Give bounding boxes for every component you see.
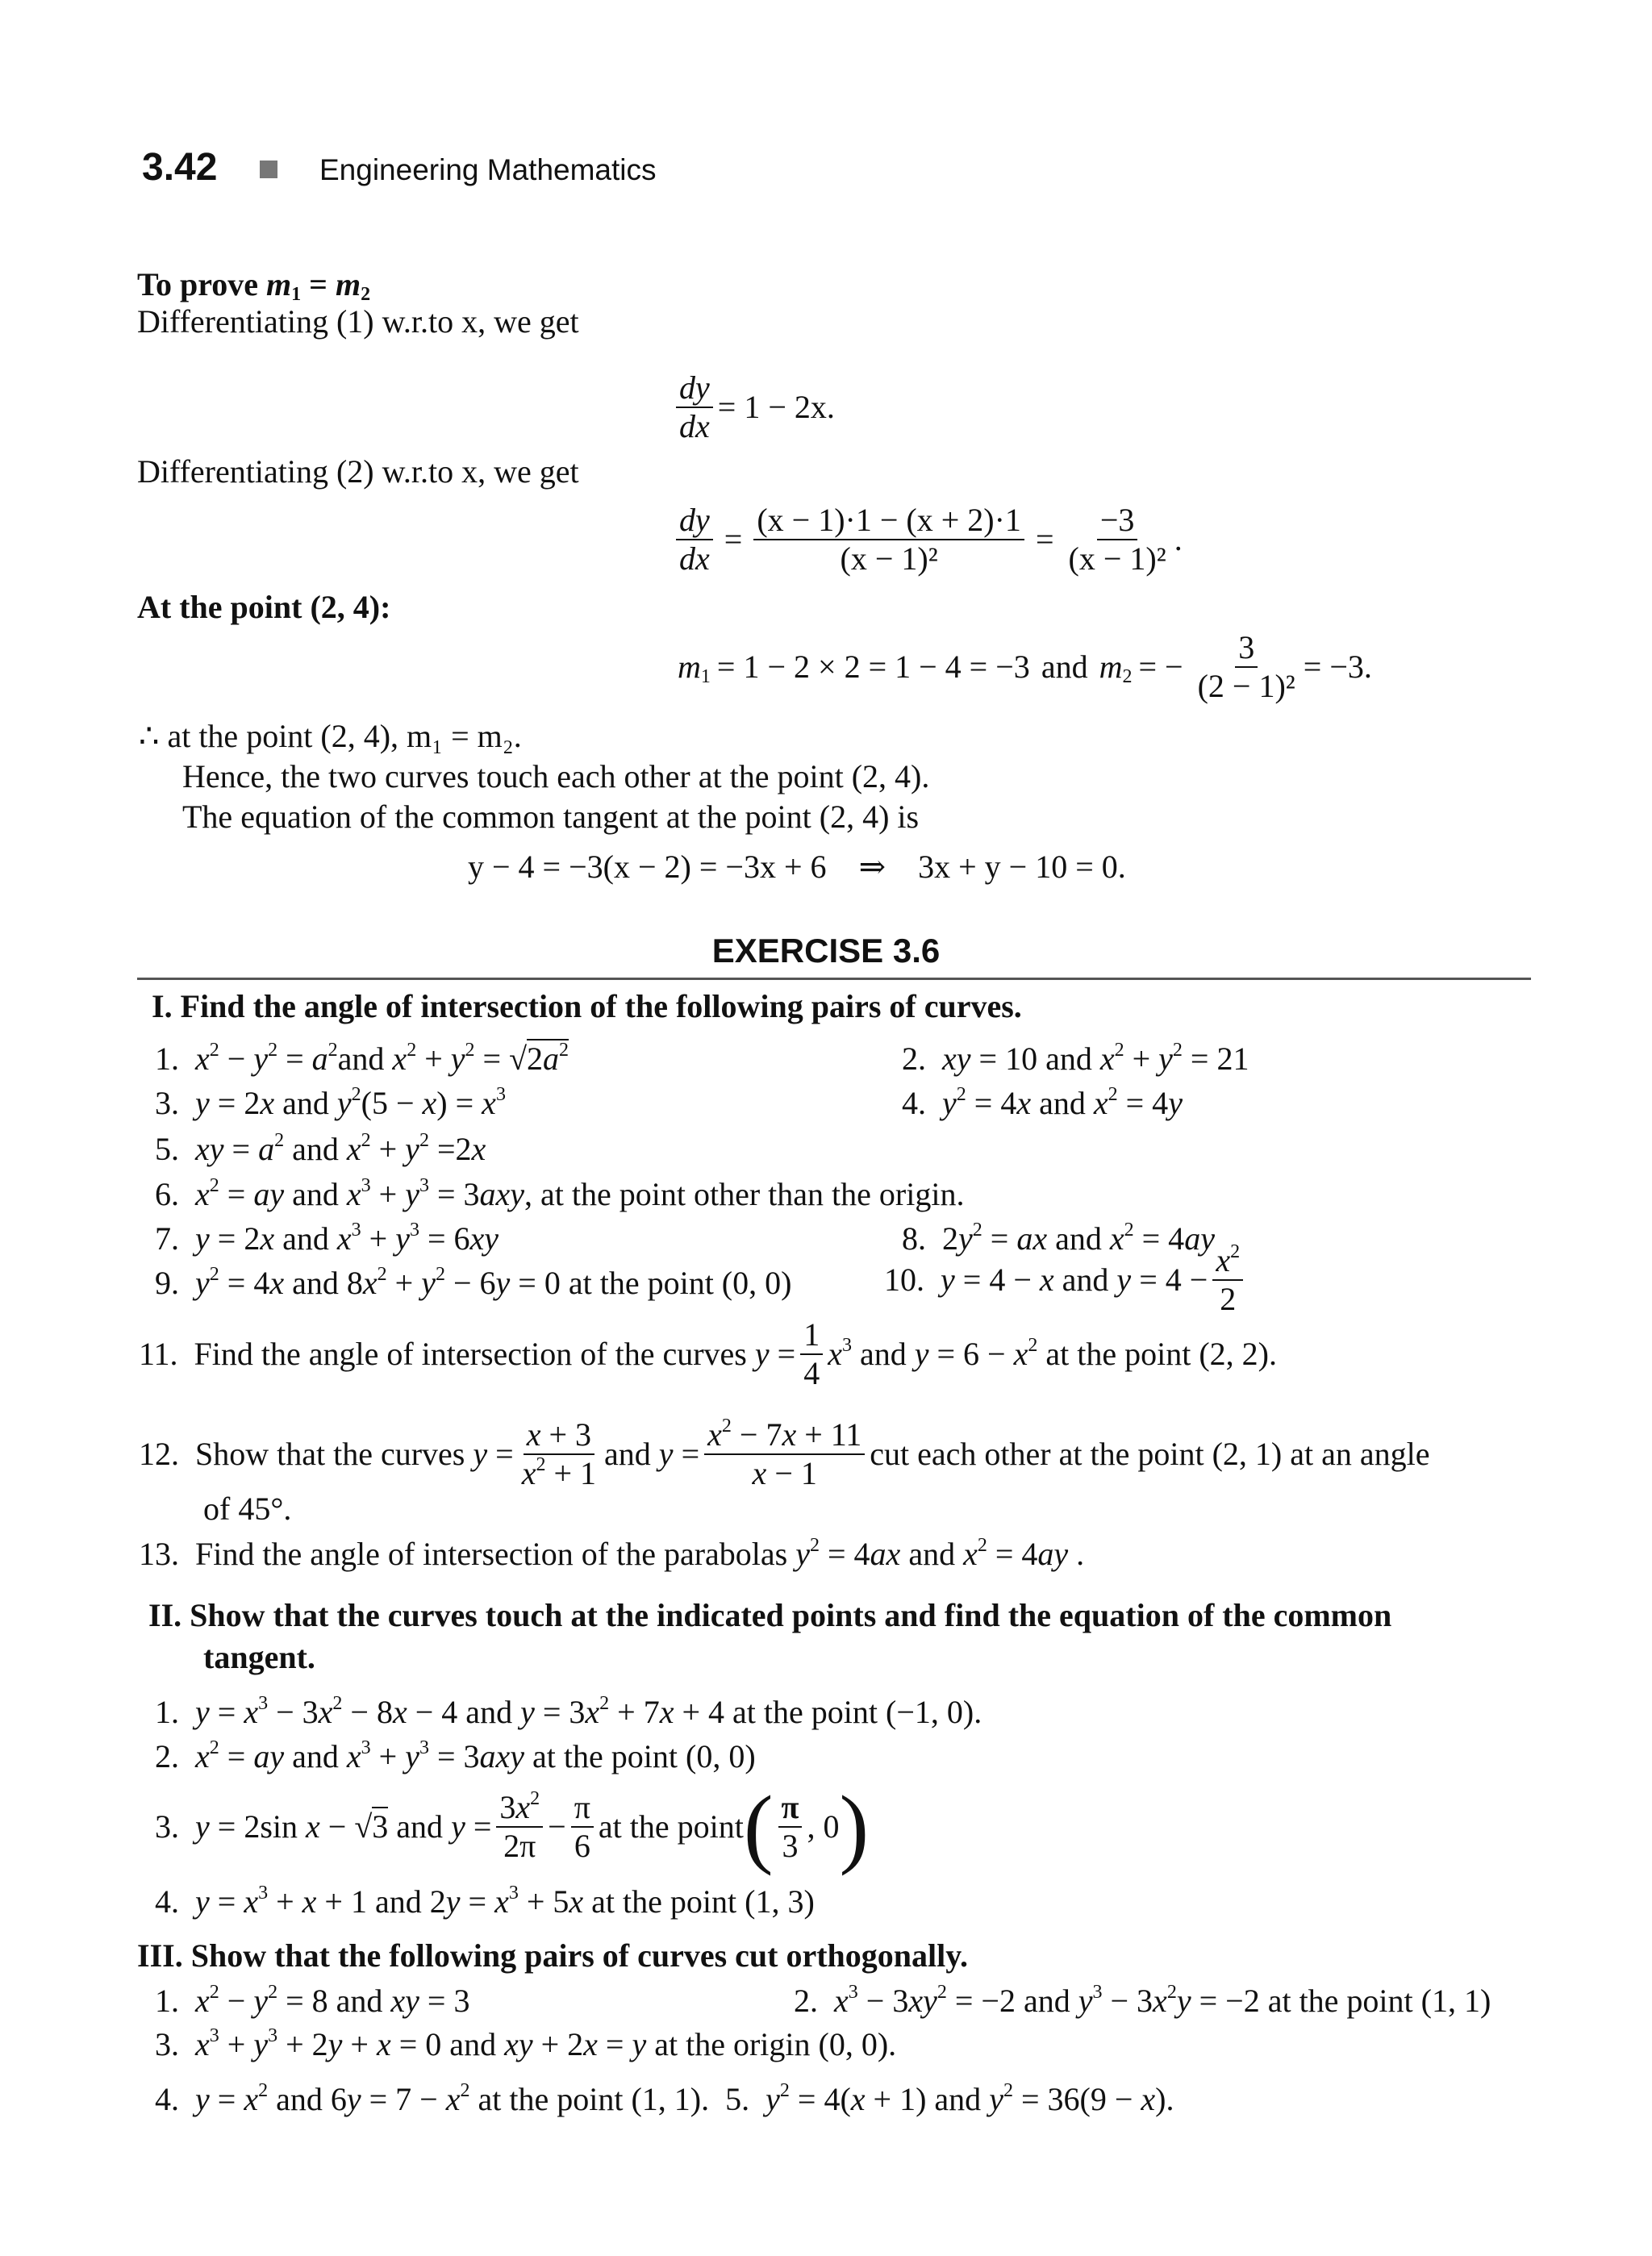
tangent-eq-result: 3x + y − 10 = 0. bbox=[918, 849, 1126, 885]
s1-item-10: 10. y = 4 − x and y = 4 − $\frac{x^2}{2}$ bbox=[884, 1242, 1248, 1318]
m2-tail: = −3. bbox=[1303, 648, 1372, 685]
to-prove-label: To prove bbox=[137, 266, 259, 302]
section-1-heading: I. Find the angle of intersection of the following pairs of curves. bbox=[152, 988, 1022, 1024]
s1-item-12: 12. Show that the curves y = $\frac{x + 3}{x^2 + 1}$ and y = $\frac{x^2 - 7x + 11}{x - 1}$ cut each other at the point (2, 1) at an angle bbox=[139, 1416, 1430, 1491]
book-title: Engineering Mathematics bbox=[319, 153, 657, 186]
s2-item-3: 3. y = 2sin x − √3 and y = $\frac{3x^2}{2\pi}$ − $\frac{\pi}{6}$ at the point ( $\frac{\pi}{3}$ , 0 ) bbox=[155, 1778, 870, 1876]
section-2-heading-cont: tangent. bbox=[203, 1639, 315, 1675]
m2-numerator: 3 bbox=[1235, 629, 1258, 668]
s1-item-11: 11. Find the angle of intersection of the curves y = $\frac{1}{4}$ $x^3$ and $y = 6 - x^2$ at the point (2, 2). bbox=[139, 1316, 1277, 1391]
implies-arrow: ⇒ bbox=[858, 849, 886, 885]
s3-item-4-5: 4. $y = x^2$ and $6y = 7 - x^2$ at the point (1, 1). 5. $y^2 = 4(x + 1)$ and $y^2 = 36(9 - x)$. bbox=[155, 2080, 1174, 2117]
s1-item-1: 1. $x^2 - y^2 = a^2and$ $x^2 + y^2 = √2a^2$ bbox=[155, 1040, 569, 1077]
s1-item-6: 6. $x^2$ = ay and $x^3 + y^3 = 3axy$, at the point other than the origin. bbox=[155, 1175, 965, 1212]
slopes-equation: $m_1$ = 1 − 2 × 2 = 1 − 4 = −3 and $m_2$ = − $\frac{3}{\text{(2 − 1)²}}$ = −3. bbox=[678, 629, 1372, 704]
dydx2-denominator: (x − 1)² bbox=[840, 540, 938, 577]
equation-intro: The equation of the common tangent at the point (2, 4) is bbox=[182, 799, 920, 835]
hence-line: Hence, the two curves touch each other at the point (2, 4). bbox=[182, 758, 930, 794]
s1-item-12-cont: of 45°. bbox=[203, 1491, 292, 1527]
s1-item-2: 2. xy = 10 and $x^2 + y^2 = 21$ bbox=[902, 1040, 1249, 1077]
s1-item-8: 8. $2y^2$ = ax and $x^2 = 4ay$ bbox=[902, 1220, 1215, 1257]
dydx-1-rhs: = 1 − 2x. bbox=[717, 389, 835, 425]
exercise-title: EXERCISE 3.6 bbox=[711, 932, 941, 970]
s2-item-1: 1. $y = x^3 - 3x^2 - 8x - 4$ and $y = 3x^2 + 7x + 4$ at the point (−1, 0). bbox=[155, 1693, 982, 1730]
dydx-equation-2: $\frac{dy}{dx}$ = $\frac{(x - 1)\cdot 1 - (x + 2)\cdot 1}{\text{(x − 1)²}}$ = $\frac{-3}{\text{(x − 1)²}}$ . bbox=[671, 502, 1183, 578]
tangent-eq-lhs: y − 4 = −3(x − 2) = −3x + 6 bbox=[468, 849, 827, 885]
dydx-equation-1: $\frac{dy}{dx}$ = 1 − 2x. bbox=[671, 369, 835, 445]
section-2-heading: II. Show that the curves touch at the indicated points and find the equation of the common bbox=[148, 1597, 1392, 1633]
m1-expression: = 1 − 2 × 2 = 1 − 4 = −3 bbox=[716, 648, 1030, 685]
therefore-line: ∴ at the point (2, 4), m₁ = m₂. bbox=[139, 718, 522, 754]
dydx2-denominator-simplified: (x − 1)² bbox=[1068, 540, 1166, 577]
s1-item-5: 5. xy = $a^2$ and $x^2 + y^2 =2x$ bbox=[155, 1130, 486, 1167]
dydx2-numerator: (x − 1)·1 − (x + 2)·1 bbox=[753, 502, 1024, 540]
s1-item-3: 3. y = 2x and $y^2(5 - x) = x^3$ bbox=[155, 1084, 506, 1121]
exercise-rule bbox=[137, 978, 1531, 980]
s2-item-2: 2. $x^2$ = ay and $x^3 + y^3 = 3axy$ at the point (0, 0) bbox=[155, 1737, 756, 1774]
and-word: and bbox=[1041, 648, 1088, 685]
s1-item-9: 9. $y^2 = 4x$ and $8x^2 + y^2 - 6y = 0$ at the point (0, 0) bbox=[155, 1264, 792, 1301]
tangent-equation bbox=[468, 849, 1126, 886]
header-square-bullet bbox=[260, 161, 277, 178]
differentiating-2-text: Differentiating (2) w.r.to x, we get bbox=[137, 453, 579, 490]
s3-item-2: 2. $x^3 - 3xy^2 = -2$ and $y^3 - 3x^2y = -2$ at the point (1, 1) bbox=[794, 1982, 1491, 2019]
dydx2-numerator-simplified: −3 bbox=[1097, 502, 1138, 540]
m2-denominator: (2 − 1)² bbox=[1197, 668, 1295, 704]
to-prove-line: To prove $m_1 = m_2$ bbox=[137, 266, 371, 305]
differentiating-1-text: Differentiating (1) w.r.to x, we get bbox=[137, 303, 579, 340]
s1-item-13: 13. Find the angle of intersection of the parabolas $y^2 = 4ax$ and $x^2 = 4ay$ . bbox=[139, 1535, 1085, 1572]
s3-item-3: 3. $x^3 + y^3 + 2y + x = 0$ and xy + 2x = y at the origin (0, 0). bbox=[155, 2025, 897, 2062]
section-3-heading: III. Show that the following pairs of curves cut orthogonally. bbox=[137, 1937, 969, 1974]
therefore-symbol: ∴ bbox=[139, 718, 160, 754]
s3-item-1: 1. $x^2 - y^2 = 8$ and xy = 3 bbox=[155, 1982, 470, 2019]
at-point-label: At the point (2, 4): bbox=[137, 589, 391, 625]
s2-item-4: 4. $y = x^3 + x + 1$ and $2y = x^3 + 5x$ at the point (1, 3) bbox=[155, 1883, 815, 1920]
page-number: 3.42 bbox=[142, 146, 218, 189]
s1-item-4: 4. $y^2 = 4x$ and $x^2 = 4y$ bbox=[902, 1084, 1183, 1121]
s1-item-7: 7. y = 2x and $x^3 + y^3 = 6xy$ bbox=[155, 1220, 499, 1257]
